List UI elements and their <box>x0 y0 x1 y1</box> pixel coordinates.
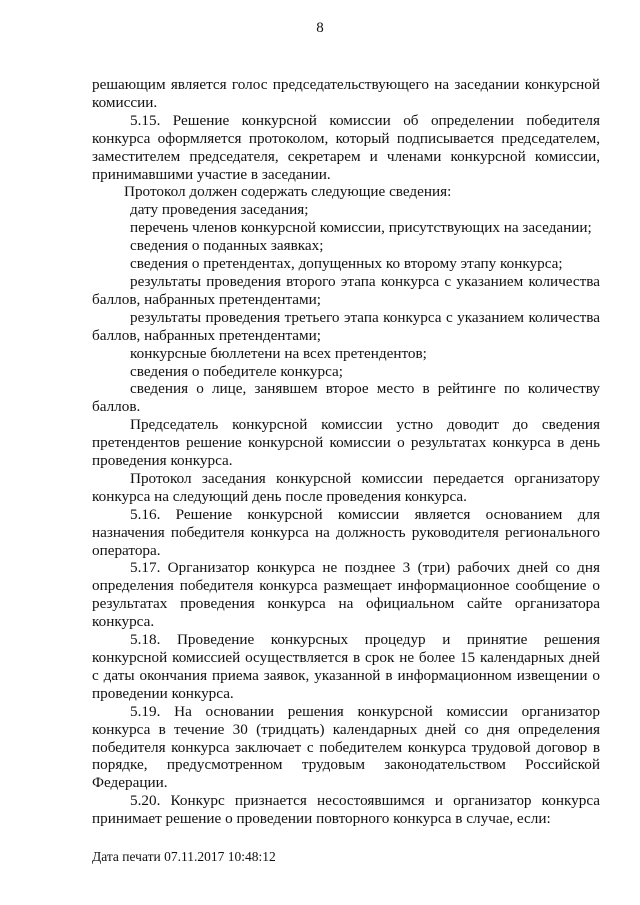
paragraph-chairman: Председатель конкурсной комиссии устно доводит до сведения претендентов решение конкурсной комиссии о результатах конкурса в день проведения конкурса. <box>92 416 600 470</box>
paragraph-5-17: 5.17. Организатор конкурса не позднее 3 (три) рабочих дней со дня определения победителя конкурса размещает информационное сообщение о результатах проведения конкурса на официальном сайте организатора конкурса. <box>92 559 600 631</box>
protocol-item-second-place: сведения о лице, занявшем второе место в рейтинге по количеству баллов. <box>92 380 600 416</box>
protocol-item-winner: сведения о победителе конкурса; <box>130 362 343 380</box>
protocol-item-stage-three: результаты проведения третьего этапа конкурса с указанием количества баллов, набранных претендентами; <box>92 308 600 344</box>
paragraph-5-19: 5.19. На основании решения конкурсной комиссии организатор конкурса в течение 30 (тридцать) календарных дней со дня определения победителя конкурса заключает с победителем конкурса трудовой договор в порядке, предусмотренном трудовым законодательством Российской Федерации. <box>92 702 600 792</box>
paragraph-5-16: 5.16. Решение конкурсной комиссии является основанием для назначения победителя конкурса на должность руководителя регионального оператора. <box>92 505 600 559</box>
protocol-item-admitted: сведения о претендентах, допущенных ко второму этапу конкурса; <box>130 255 563 273</box>
paragraph-5-18: 5.18. Проведение конкурсных процедур и принятие решения конкурсной комиссией осуществляется в срок не более 15 календарных дней с даты окончания приема заявок, указанной в информационном извещении о проведении конкурса. <box>92 631 600 702</box>
paragraph-5-15: 5.15. Решение конкурсной комиссии об определении победителя конкурса оформляется протоколом, который подписывается председателем, заместителем председателя, секретарем и членами конкурсной комиссии, принимавшими участие в заседании. <box>92 111 600 183</box>
protocol-item-ballots: конкурсные бюллетени на всех претендентов; <box>130 344 427 362</box>
paragraph-continuation: решающим является голос председательствующего на заседании конкурсной комиссии. <box>92 76 600 111</box>
protocol-item-date: дату проведения заседания; <box>130 201 309 219</box>
protocol-item-members: перечень членов конкурсной комиссии, присутствующих на заседании; <box>130 219 592 237</box>
page-number: 8 <box>316 20 324 36</box>
protocol-item-stage-two: результаты проведения второго этапа конкурса с указанием количества баллов, набранных претендентами; <box>92 272 600 308</box>
paragraph-5-20: 5.20. Конкурс признается несостоявшимся и организатор конкурса принимает решение о проведении повторного конкурса в случае, если: <box>92 792 600 828</box>
document-body <box>92 76 600 828</box>
paragraph-protocol-transfer: Протокол заседания конкурсной комиссии передается организатору конкурса на следующий день после проведения конкурса. <box>92 469 600 505</box>
protocol-intro: Протокол должен содержать следующие сведения: <box>124 183 452 201</box>
protocol-item-applications: сведения о поданных заявках; <box>130 237 324 255</box>
print-date-footer: Дата печати 07.11.2017 10:48:12 <box>92 849 276 864</box>
